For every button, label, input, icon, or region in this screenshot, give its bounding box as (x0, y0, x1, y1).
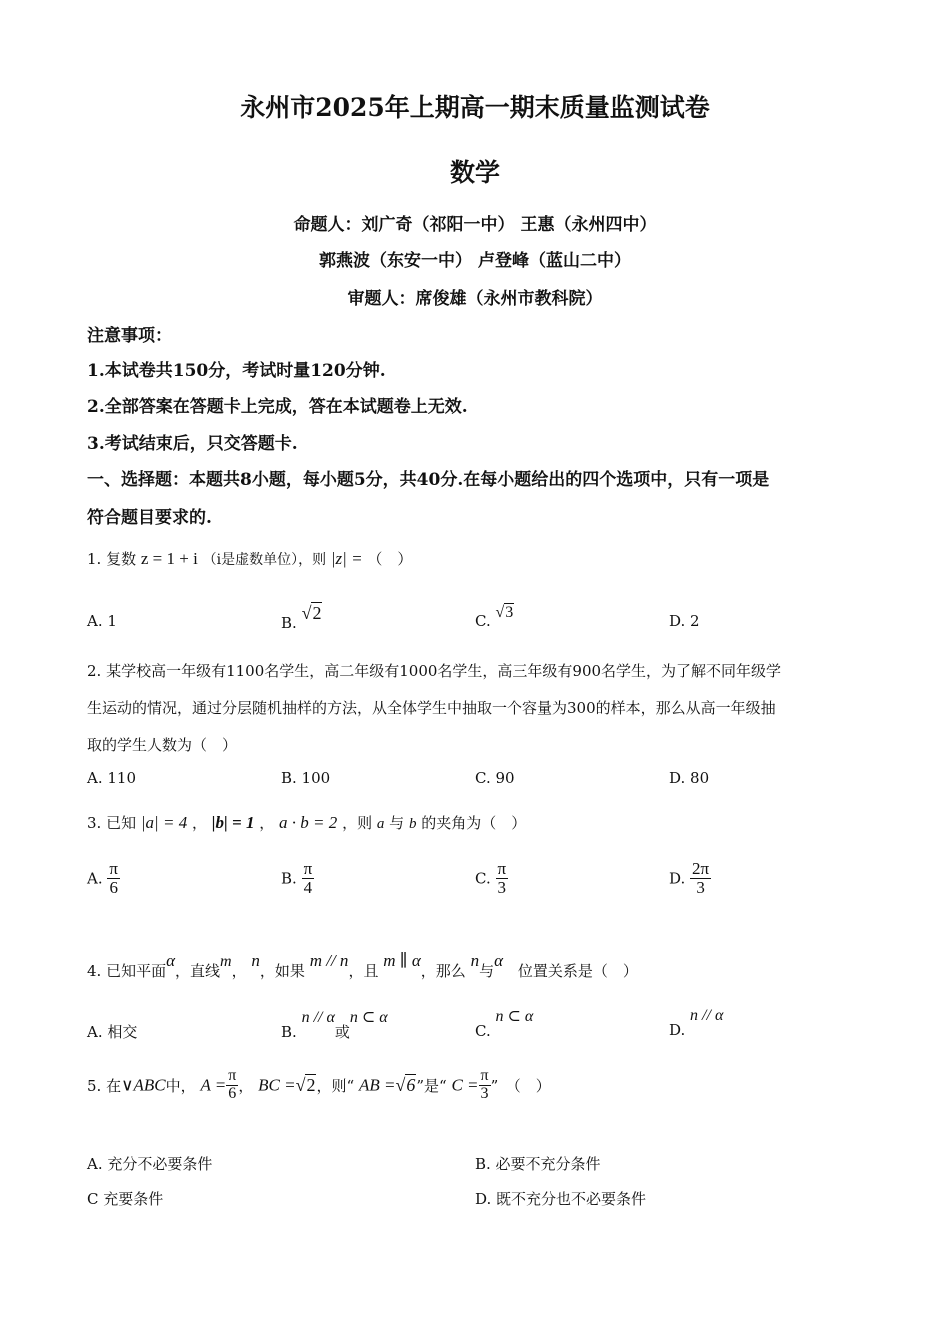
q5-C-num: π (480, 1067, 489, 1084)
q4-cond-1: m // n (309, 951, 349, 970)
q4-lines: ，直线 (175, 962, 221, 980)
q3-option-c-fraction (496, 860, 509, 897)
q1-prefix: 1. 复数 (87, 550, 137, 568)
q4-n-2: n (470, 951, 480, 970)
q4-option-d-expr: n // α (690, 1007, 724, 1024)
exam-title: 永州市2025年上期高一期末质量监测试卷 (240, 93, 710, 122)
q1-option-b (281, 603, 322, 632)
q4-prefix: 4. 已知平面 (87, 962, 167, 980)
q5-A-eq: A = (200, 1075, 227, 1095)
q4-alpha: α (166, 951, 176, 970)
q3-dot-product: a · b = 2 (279, 813, 338, 832)
q1-note: （i是虚数单位），则 (202, 552, 327, 568)
q4-option-a: A. 相交 (87, 1023, 138, 1041)
question-5 (87, 1068, 551, 1103)
q5-prefix: 5. 在 (87, 1076, 122, 1095)
question-3 (87, 812, 526, 833)
q5-BC-eq: BC = (258, 1075, 296, 1095)
q5-then: ，则“ (316, 1076, 355, 1095)
q4-if: ，如果 (259, 962, 305, 980)
q5-A-num: π (228, 1067, 237, 1084)
q5-AB-radicand: 6 (406, 1074, 416, 1095)
section-1-heading-cont: 符合题目要求的. (87, 508, 212, 528)
q3-mid: ，则 (342, 814, 373, 832)
q1-option-c (475, 603, 514, 630)
q4-and: ，且 (348, 962, 379, 980)
q3-option-c-label: C. (475, 869, 491, 888)
q3-option-b-den: 4 (302, 878, 315, 897)
q5-BC-radicand: 2 (306, 1074, 316, 1095)
q1-option-c-label: C. (475, 612, 491, 630)
exam-subject: 数学 (449, 158, 500, 187)
q5-C-den: 3 (479, 1085, 491, 1103)
q5-option-c: C 充要条件 (87, 1190, 164, 1208)
question-2-line-3: 取的学生人数为（ ） (87, 736, 238, 754)
q5-option-d: D. 既不充分也不必要条件 (475, 1190, 647, 1208)
q3-option-c-den: 3 (496, 878, 509, 897)
q4-comma-1: ， (231, 962, 247, 980)
q1-option-c-radicand: 3 (505, 604, 514, 621)
q5-BC-sqrt: √2 (295, 1074, 316, 1095)
q4-option-c-expr: n ⊂ α (495, 1008, 534, 1025)
notice-item-1: 1.本试卷共150分，考试时量120分钟. (87, 361, 386, 381)
q4-option-b-label: B. (281, 1023, 297, 1041)
q4-tail: 位置关系是（ ） (517, 962, 638, 980)
q3-tail: 的夹角为（ ） (421, 814, 527, 832)
q5-A-fraction (226, 1068, 238, 1103)
q3-option-c (475, 860, 508, 897)
q3-option-b-label: B. (281, 869, 297, 888)
q3-option-b-fraction (302, 860, 315, 897)
q5-AB-eq: AB = (358, 1075, 396, 1095)
q5-A-den: 6 (226, 1085, 238, 1103)
q4-option-c (475, 1006, 534, 1040)
q3-option-b (281, 860, 314, 897)
q5-triangle: ∨ABC (121, 1075, 166, 1095)
q3-option-a-label: A. (87, 869, 103, 888)
q4-with: 与 (479, 962, 495, 980)
q4-option-b (281, 1006, 388, 1041)
q5-C-fraction (479, 1068, 491, 1103)
q5-option-a: A. 充分不必要条件 (87, 1155, 213, 1173)
q3-option-a (87, 860, 120, 897)
reviewer-line: 审题人：席俊雄（永州市教科院） (347, 289, 603, 309)
q5-close: ” （ ） (490, 1076, 551, 1095)
q2-option-c: C. 90 (475, 769, 515, 787)
q3-prefix: 3. 已知 (87, 814, 137, 832)
q3-sep-1: ， (191, 814, 207, 832)
q1-option-b-radicand: 2 (312, 603, 322, 623)
question-2-line-2: 生运动的情况，通过分层随机抽样的方法，从全体学生中抽取一个容量为300的样本，那么从高一年级抽 (87, 699, 776, 717)
q5-AB-sqrt: √6 (395, 1074, 416, 1095)
q3-option-a-den: 6 (107, 878, 120, 897)
q3-option-d (669, 860, 711, 897)
q1-option-b-sqrt: √2 (301, 603, 322, 623)
q3-option-d-den: 3 (690, 878, 711, 897)
q1-option-b-label: B. (281, 614, 297, 632)
q4-alpha-2: α (494, 951, 504, 970)
q5-is: ”是“ (416, 1076, 447, 1095)
q4-option-b-expr-1: n // α (301, 1009, 335, 1026)
q3-sep-2: ， (259, 814, 275, 832)
q3-b-magnitude: |b| = 1 (211, 813, 255, 832)
q5-sep: ， (238, 1076, 254, 1095)
q4-then: ，那么 (420, 962, 466, 980)
q3-vector-b: b (408, 816, 417, 832)
q4-option-d-label: D. (669, 1021, 686, 1039)
authors-line-1: 命题人：刘广奇（祁阳一中） 王惠（永州四中） (293, 215, 657, 235)
question-1 (87, 548, 412, 569)
q4-option-b-or: 或 (334, 1023, 350, 1041)
q2-option-b: B. 100 (281, 769, 331, 787)
q4-option-b-expr-2: n ⊂ α (349, 1009, 388, 1026)
q3-option-d-label: D. (669, 869, 686, 888)
q1-expression: z = 1 + i (140, 549, 198, 568)
q3-with: 与 (389, 814, 405, 832)
authors-line-2: 郭燕波（东安一中） 卢登峰（蓝山二中） (319, 251, 631, 271)
q1-paren: （ ） (367, 550, 413, 568)
q3-a-magnitude: |a| = 4 (140, 813, 188, 832)
q2-option-d: D. 80 (669, 769, 710, 787)
q4-m: m (220, 953, 232, 970)
q3-option-a-num: π (109, 859, 118, 878)
question-4 (87, 950, 638, 980)
notice-item-2: 2.全部答案在答题卡上完成，答在本试题卷上无效. (87, 397, 468, 417)
q1-option-a: A. 1 (87, 612, 117, 630)
q2-option-a: A. 110 (87, 769, 136, 787)
q5-mid: 中， (165, 1076, 196, 1095)
q3-option-b-num: π (303, 859, 313, 878)
q4-option-d (669, 1006, 724, 1039)
q3-option-d-num: 2π (692, 859, 710, 878)
question-2-line-1: 2. 某学校高一年级有1100名学生，高二年级有1000名学生，高三年级有900名学生，为了解不同年级学 (87, 662, 782, 680)
q1-option-d: D. 2 (669, 612, 700, 630)
q3-option-d-fraction (690, 860, 711, 897)
notice-item-3: 3.考试结束后，只交答题卡. (87, 434, 298, 454)
q5-C-eq: C = (451, 1075, 479, 1095)
section-1-heading: 一、选择题：本题共8小题，每小题5分，共40分.在每小题给出的四个选项中，只有一项是 (87, 470, 770, 490)
q5-option-b: B. 必要不充分条件 (475, 1155, 601, 1173)
q1-abs: |z| = (330, 549, 363, 568)
q3-vector-a: a (376, 816, 385, 832)
q4-option-c-label: C. (475, 1022, 491, 1040)
q4-n: n (251, 951, 260, 970)
q3-option-a-fraction (107, 860, 120, 897)
notice-heading: 注意事项： (87, 326, 172, 346)
q1-option-c-sqrt: √3 (495, 604, 514, 621)
q4-cond-2: m ∥ α (383, 951, 421, 970)
q3-option-c-num: π (497, 859, 507, 878)
